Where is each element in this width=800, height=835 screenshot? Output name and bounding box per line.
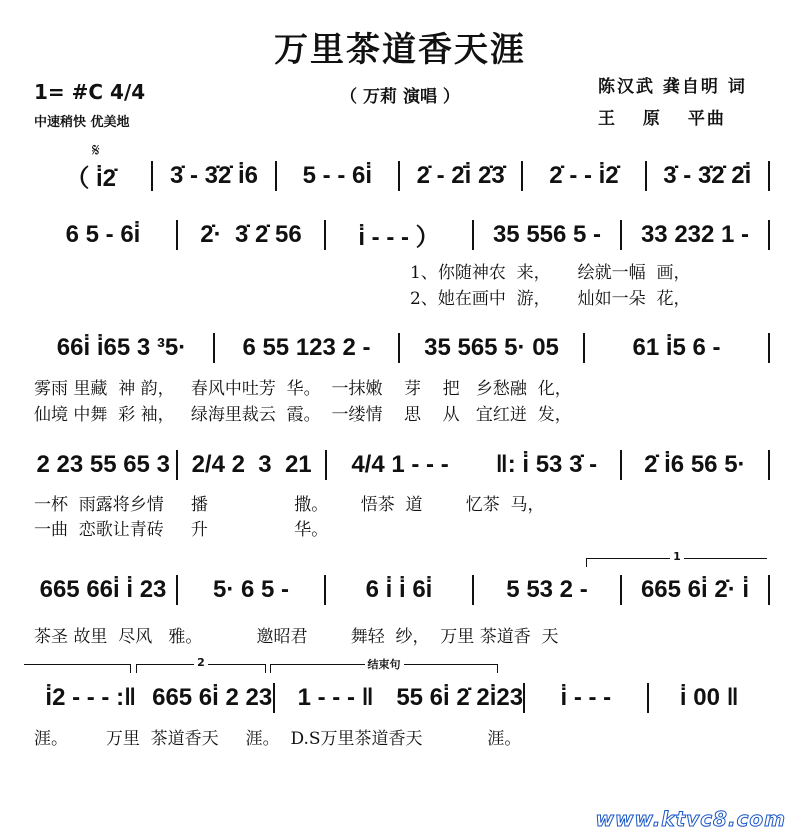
measure: 665 6i̇ 2 23 [152,684,273,711]
measure: 4/4 1 - - - [351,451,449,478]
tempo-marking: 中速稍快 优美地 [34,115,130,130]
watermark: www.ktvc8.com [595,807,786,831]
lyric-verse-1: 1、你随神农 来， 绘就一幅 画， [410,263,691,283]
measure: 5· 6 5 - [212,576,290,603]
lyric-verse-2: 仙境 中舞 彩 袖， 绿海里裁云 霞。 一缕情 思 从 宜红迸 发， [34,405,572,425]
first-ending-bracket: 1 [586,558,767,567]
measure: i̇ 00 ‖ [679,684,739,711]
measure: 33 232 1 - [640,220,750,248]
lyric-verse-2: 一曲 恋歌让青砖 升 华。 [34,520,329,540]
measure: 5 - - 6i̇ [302,161,372,189]
measure: 6 i̇ i̇ 6i̇ [365,576,433,603]
measure: 2̇· 3̇ 2̇ 56 [200,220,302,248]
measure: 5 53 2 - [506,576,588,603]
notation-row-3 [30,333,770,363]
notation-row-4 [30,450,770,480]
measure: 55 6i̇ 2̇ 2i̇23 [396,684,524,711]
measure: 35 565 5· 05 [424,334,559,361]
measure: ‖: i̇ 53 3̇ - [495,451,598,478]
measure: i̇2 - - - :‖ [45,684,137,711]
notation-row-5 [30,575,770,605]
singer: （ 万莉 演唱 ） [340,87,460,107]
measure: 6 55 123 2 - [242,334,371,361]
first-ending-bracket-cont [24,664,131,673]
lyric-verse-2: 2、她在画中 游， 灿如一朵 花， [410,289,691,309]
notation-row-1 [30,158,770,193]
measure: 665 6i̇ 2̇· i̇ [640,576,750,603]
measure: 2 23 55 65 3 [36,451,170,478]
measure: 2/4 2 3 21 [191,451,312,478]
measure: 61 i̇5 6 - [632,334,721,361]
segno-icon: 𝄋 [92,140,100,161]
measure: 35 556 5 - [492,220,602,248]
lyric-line: 茶圣 故里 尽风 雅。 邀昭君 舞轻 纱， 万里 茶道香 天 [34,627,559,647]
lyricist: 陈汉武 龚自明 词 [598,77,747,97]
key-signature: 1= #C 4/4 [34,80,146,104]
lyric-verse-1: 一杯 雨露将乡情 播 撒。 悟茶 道 忆茶 马， [34,495,545,515]
measure: 3̇ - 3̇2̇ i̇6 [169,161,259,189]
measure: i̇ - - - [560,684,612,711]
measure: i̇ - - - ） [358,224,440,251]
measure: 665 66i̇ i̇ 23 [39,576,167,603]
measure: 3̇ - 3̇2̇ 2̇i̇ [663,161,752,189]
measure: 66i̇ i̇65 3 ³5· [56,334,187,361]
ending-phrase-bracket: 结束句 [270,664,498,673]
measure: 2̇ i̇6 56 5· [644,451,746,478]
measure: （ i̇2̇ [65,165,116,192]
song-title: 万里茶道香天涯 [274,30,526,70]
lyric-line: 涯。 万里 茶道香天 涯。 D.S万里茶道香天 涯。 [34,729,522,749]
notation-row-6 [30,683,770,713]
composer: 王 原 平曲 [598,109,726,129]
second-ending-bracket: 2 [136,664,266,673]
lyric-verse-1: 雾雨 里藏 神 韵， 春风中吐芳 华。 一抹嫩 芽 把 乡愁融 化， [34,379,572,399]
measure: 6 5 - 6i̇ [65,220,141,248]
measure: 2̇ - - i̇2̇ [549,161,619,189]
measure: 2̇ - 2̇i̇ 2̇3̇ [416,161,505,189]
measure: 1 - - - ‖ [297,684,374,711]
notation-row-2 [30,217,770,252]
